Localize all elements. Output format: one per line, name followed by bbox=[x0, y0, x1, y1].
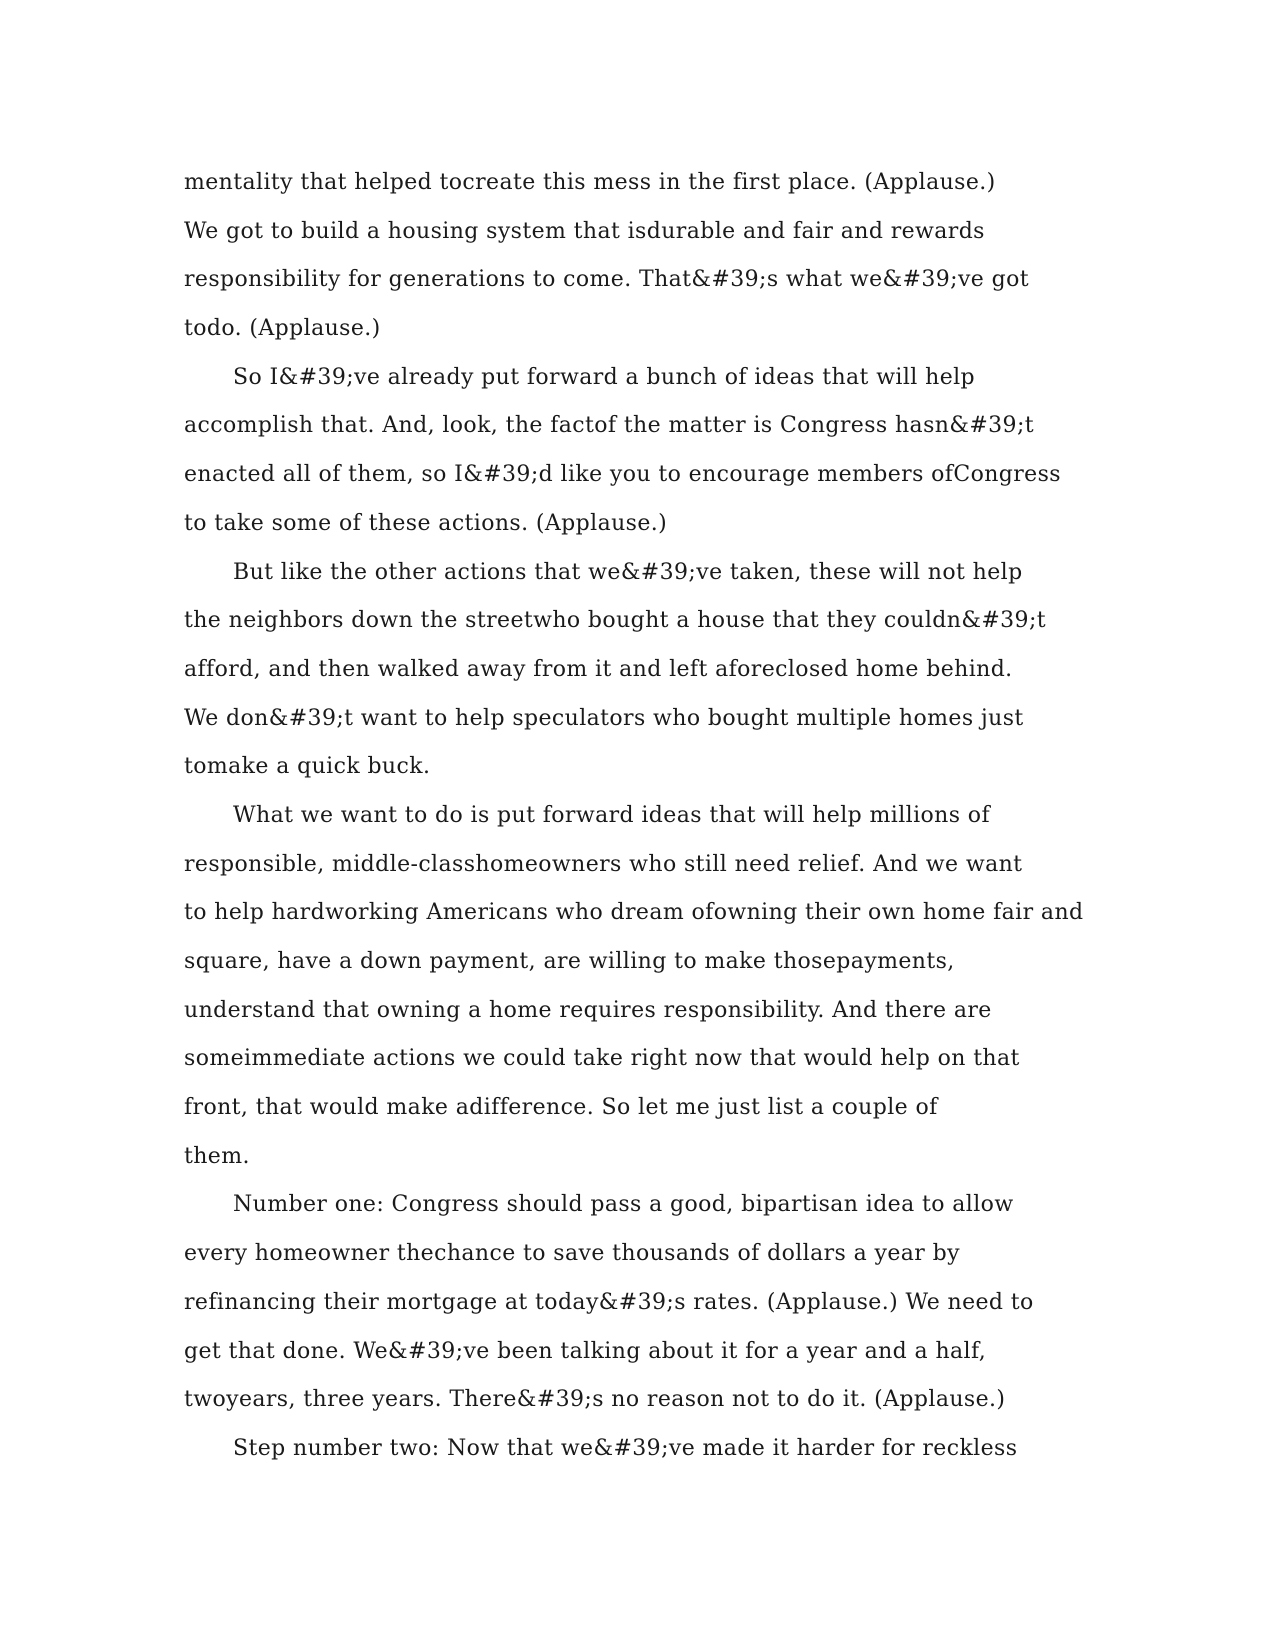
text-line: every homeowner thechance to save thousands of dollars a year by bbox=[184, 1241, 960, 1267]
text-line: We got to build a housing system that isdurable and fair and rewards bbox=[184, 218, 985, 244]
paragraph-first-line: So I&#39;ve already put forward a bunch of ideas that will help bbox=[233, 364, 976, 390]
paragraph-first-line: Step number two: Now that we&#39;ve made it harder for reckless bbox=[233, 1435, 1018, 1461]
text-line: the neighbors down the streetwho bought a house that they couldn&#39;t bbox=[184, 608, 1047, 634]
text-line: afford, and then walked away from it and left aforeclosed home behind. bbox=[184, 656, 1013, 682]
text-line: get that done. We&#39;ve been talking about it for a year and a half, bbox=[184, 1338, 987, 1364]
text-line: We don&#39;t want to help speculators who bought multiple homes just bbox=[184, 705, 1024, 731]
text-line: responsible, middle-classhomeowners who still need relief. And we want bbox=[184, 851, 1023, 877]
text-line: refinancing their mortgage at today&#39;s rates. (Applause.) We need to bbox=[184, 1289, 1034, 1315]
paragraph-first-line: Number one: Congress should pass a good, bipartisan idea to allow bbox=[233, 1192, 1014, 1218]
text-line: mentality that helped tocreate this mess in the first place. (Applause.) bbox=[184, 170, 996, 195]
text-line: square, have a down payment, are willing to make thosepayments, bbox=[184, 949, 955, 974]
text-line: accomplish that. And, look, the factof the matter is Congress hasn&#39;t bbox=[184, 413, 1034, 439]
text-line: to help hardworking Americans who dream ofowning their own home fair and bbox=[184, 900, 1084, 926]
text-line: them. bbox=[184, 1143, 250, 1169]
text-line: front, that would make adifference. So let me just list a couple of bbox=[184, 1095, 938, 1121]
paragraph-first-line: What we want to do is put forward ideas that will help millions of bbox=[233, 802, 990, 828]
text-line: someimmediate actions we could take right now that would help on that bbox=[184, 1046, 1020, 1072]
text-line: to take some of these actions. (Applause.) bbox=[184, 510, 668, 536]
text-line: todo. (Applause.) bbox=[184, 316, 381, 342]
text-line: twoyears, three years. There&#39;s no reason not to do it. (Applause.) bbox=[184, 1387, 1006, 1413]
body-text bbox=[184, 159, 1084, 1474]
text-line: tomake a quick buck. bbox=[184, 754, 431, 780]
paragraph-first-line: But like the other actions that we&#39;ve taken, these will not help bbox=[233, 559, 1023, 585]
text-line: understand that owning a home requires responsibility. And there are bbox=[184, 997, 992, 1023]
text-line: responsibility for generations to come. That&#39;s what we&#39;ve got bbox=[184, 267, 1029, 293]
text-line: enacted all of them, so I&#39;d like you to encourage members ofCongress bbox=[184, 462, 1061, 488]
